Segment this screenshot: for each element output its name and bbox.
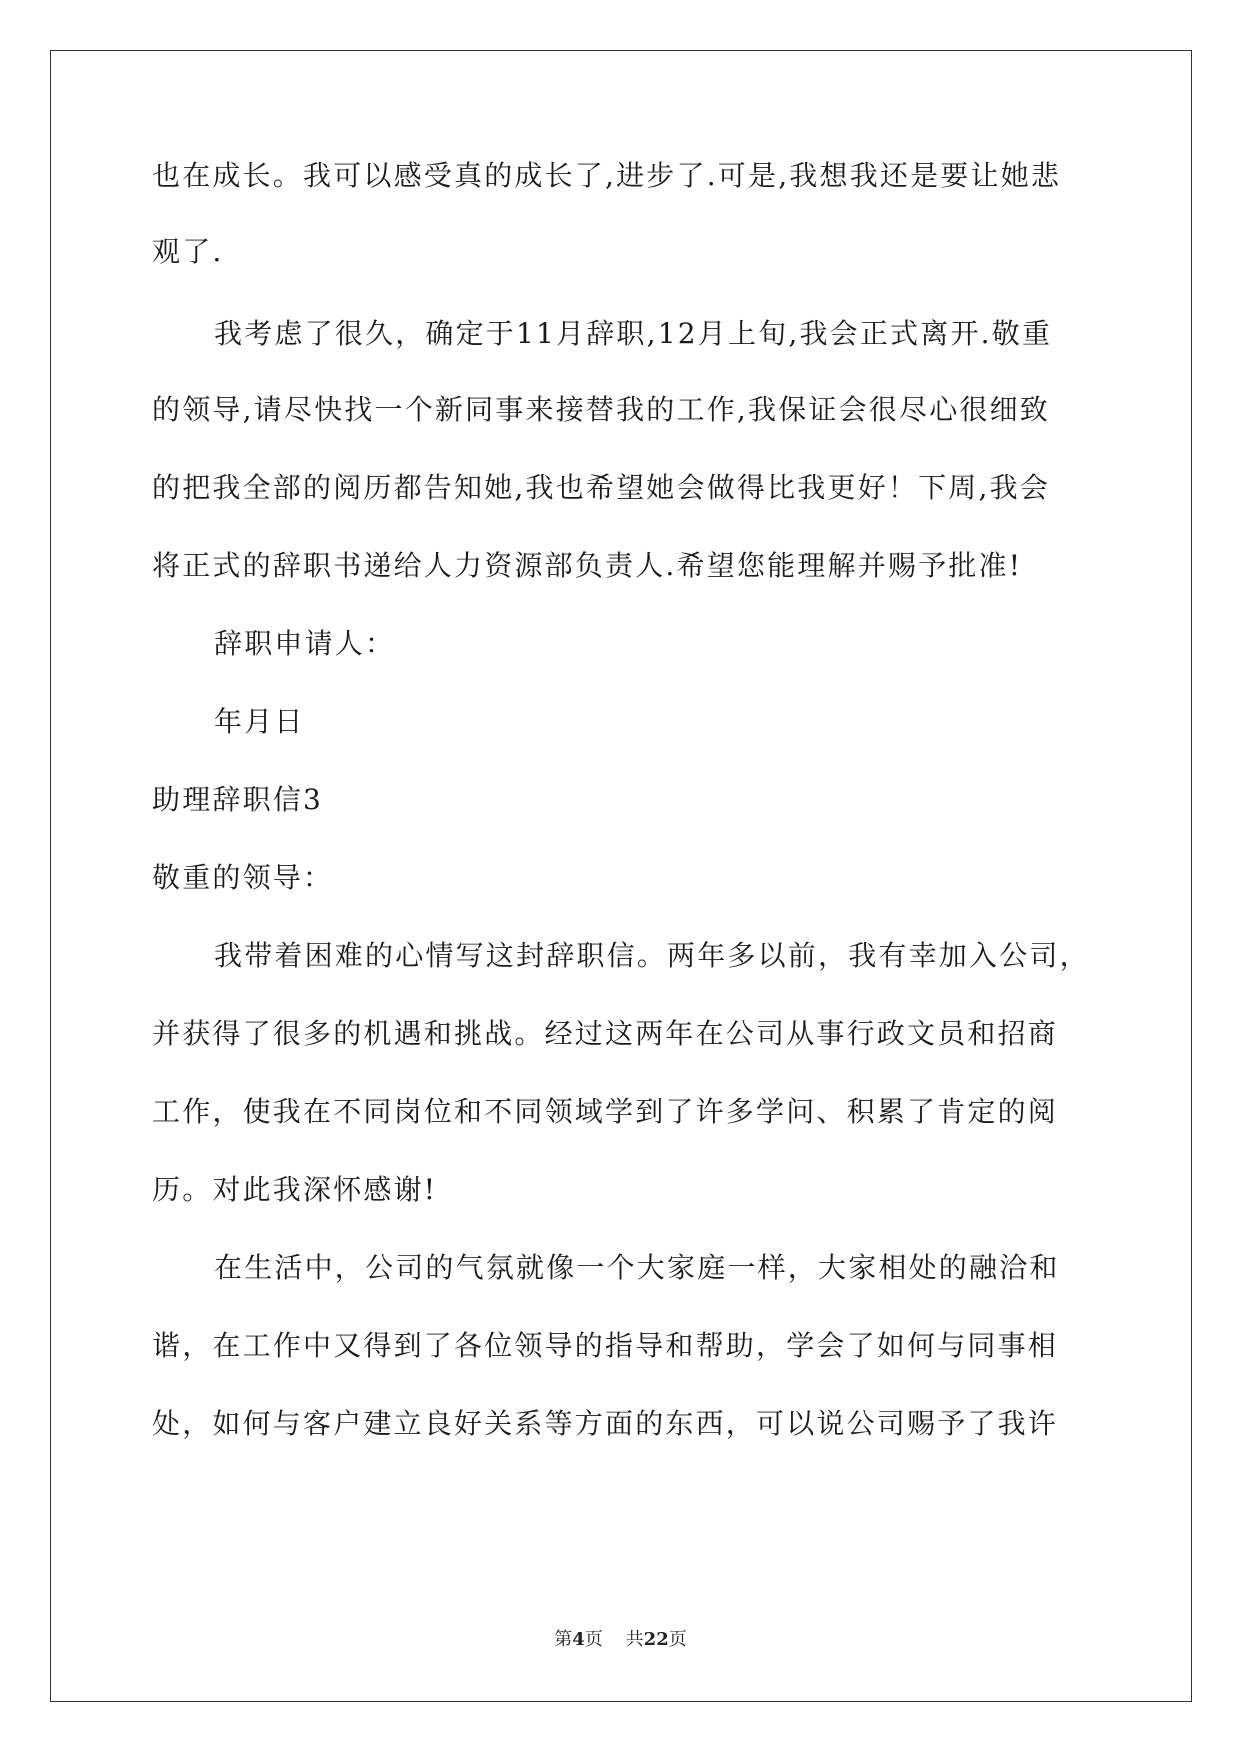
signer-label: 辞职申请人： (214, 627, 396, 660)
text-line: 并获得了很多的机遇和挑战。经过这两年在公司从事行政文员和招商 (152, 1017, 1059, 1050)
total-suffix: 页 (668, 1629, 687, 1650)
salutation: 敬重的领导： (152, 861, 334, 894)
section-title: 助理辞职信3 (152, 783, 324, 816)
total-prefix: 共 (625, 1629, 644, 1650)
page-number: 4 (572, 1629, 585, 1650)
text-line: 的把我全部的阅历都告知她,我也希望她会做得比我更好！下周,我会 (152, 471, 1051, 504)
total-pages: 22 (643, 1629, 669, 1650)
date-label: 年月日 (214, 705, 305, 738)
text-line: 我带着困难的心情写这封辞职信。两年多以前，我有幸加入公司， (214, 939, 1090, 972)
text-line: 谐，在工作中又得到了各位领导的指导和帮助，学会了如何与同事相 (152, 1329, 1059, 1362)
text-line: 工作，使我在不同岗位和不同领域学到了许多学问、积累了肯定的阅 (152, 1095, 1059, 1128)
text-line: 我考虑了很久，确定于11月辞职,12月上旬,我会正式离开.敬重 (214, 317, 1053, 350)
text-line: 也在成长。我可以感受真的成长了,进步了.可是,我想我还是要让她悲 (152, 159, 1062, 192)
page-footer (0, 1625, 1241, 1651)
text-line: 在生活中，公司的气氛就像一个大家庭一样，大家相处的融洽和 (214, 1251, 1060, 1284)
page-prefix: 第 (554, 1629, 573, 1650)
page-suffix: 页 (584, 1629, 603, 1650)
text-line: 将正式的辞职书递给人力资源部负责人.希望您能理解并赐予批准! (152, 549, 1023, 582)
text-line: 观了. (152, 235, 224, 268)
text-line: 的领导,请尽快找一个新同事来接替我的工作,我保证会很尽心很细致 (152, 393, 1051, 426)
text-line: 处，如何与客户建立良好关系等方面的东西，可以说公司赐予了我许 (152, 1407, 1059, 1440)
text-line: 历。对此我深怀感谢! (152, 1173, 438, 1206)
